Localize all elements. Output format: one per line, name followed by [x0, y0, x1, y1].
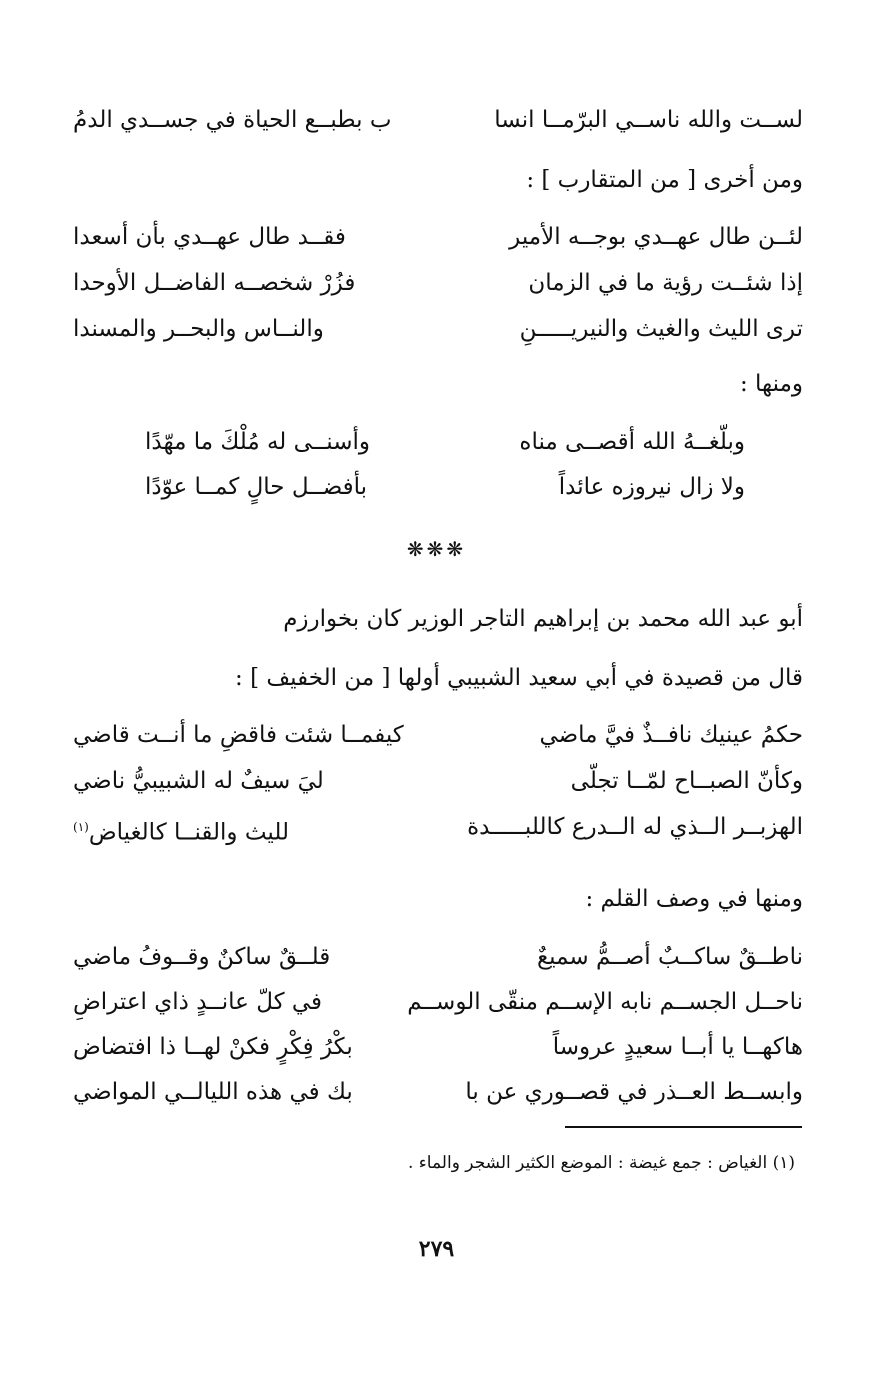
verse-first-hemistich: الهزبــر الــذي له الــدرع كاللبـــــدة: [467, 814, 803, 840]
verse-first-hemistich: ولا زال نيروزه عائداً: [558, 474, 745, 500]
verse-first-hemistich: لســت والله ناســي البرّمــا انسا: [494, 107, 803, 133]
verse-second-hemistich: بك في هذه الليالــي المواضي: [73, 1079, 353, 1105]
verse-first-hemistich: وبلّغــهُ الله أقصــى مناه: [519, 429, 745, 455]
section-heading: ومن أخرى [ من المتقارب ] :: [526, 167, 803, 193]
verse-second-hemistich: ليَ سيفٌ له الشبيبيُّ ناضي: [73, 768, 324, 794]
section-separator: ❋❋❋: [406, 537, 467, 561]
verse-second-hemistich: كيفمــا شئت فاقضِ ما أنــت قاضي: [73, 722, 404, 748]
section-heading: قال من قصيدة في أبي سعيد الشبيبي أولها [ من الخفيف ] :: [235, 665, 803, 691]
verse-first-hemistich: وكأنّ الصبــاح لمّــا تجلّى: [570, 768, 803, 794]
verse-second-hemistich: قلــقٌ ساكنٌ وقــوفُ ماضي: [73, 944, 331, 970]
footnote-reference: (١): [73, 820, 89, 834]
verse-first-hemistich: وابســط العــذر في قصــوري عن با: [465, 1079, 803, 1105]
verse-second-hemistich: فقــد طال عهــدي بأن أسعدا: [73, 224, 346, 250]
verse-first-hemistich: حكمُ عينيك نافــذٌ فيَّ ماضي: [539, 722, 803, 748]
page-number: ٢٧٩: [418, 1236, 455, 1262]
verse-second-hemistich: والنــاس والبحــر والمسندا: [73, 316, 324, 342]
footnote-divider: [565, 1126, 802, 1128]
verse-first-hemistich: ناحــل الجســم نابه الإســم منقّى الوســم: [407, 989, 803, 1015]
verse-first-hemistich: إذا شئــت رؤية ما في الزمان: [528, 270, 803, 296]
section-heading: ومنها في وصف القلم :: [585, 886, 803, 912]
verse-first-hemistich: هاكهــا يا أبــا سعيدٍ عروساً: [552, 1034, 803, 1060]
author-title: أبو عبد الله محمد بن إبراهيم التاجر الوزير كان بخوارزم: [283, 606, 803, 632]
verse-second-hemistich: وأسنــى له مُلْكَ ما مهّدًا: [145, 429, 370, 455]
verse-second-hemistich: بكْرُ فِكْرٍ فكنْ لهــا ذا افتضاض: [73, 1034, 353, 1060]
verse-first-hemistich: ترى الليث والغيث والنيريـــــنِ: [519, 316, 803, 342]
footnote: (١) الغياض : جمع غيضة : الموضع الكثير الشجر والماء .: [407, 1153, 795, 1173]
section-heading: ومنها :: [739, 371, 803, 397]
verse-first-hemistich: لئــن طال عهــدي بوجــه الأمير: [509, 224, 803, 250]
verse-second-hemistich: [73, 812, 289, 848]
verse-second-hemistich: بأفضــل حالٍ كمــا عوّدًا: [145, 474, 368, 500]
verse-text: لليث والقنــا كالغياض: [88, 819, 289, 846]
verse-second-hemistich: ب بطبــع الحياة في جســدي الدمُ: [73, 107, 392, 133]
verse-first-hemistich: ناطــقٌ ساكــبٌ أصــمُّ سميعٌ: [536, 944, 803, 970]
verse-second-hemistich: في كلّ عانــدٍ ذاي اعتراضِ: [73, 989, 323, 1015]
verse-second-hemistich: فزُرْ شخصــه الفاضــل الأوحدا: [73, 270, 356, 296]
